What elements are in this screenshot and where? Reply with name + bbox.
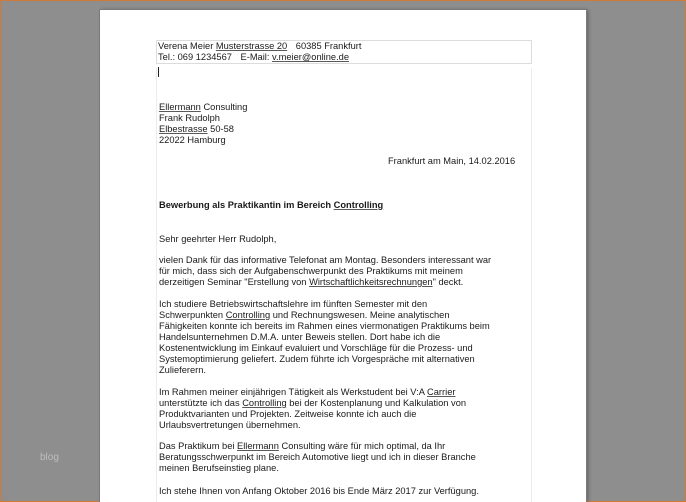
paragraph-line: Ich studiere Betriebswirtschaftslehre im fünften Semester mit den: [159, 299, 428, 309]
document-page[interactable]: [100, 10, 586, 502]
text-span: bei der Kostenplanung und Kalkulation von: [289, 398, 467, 408]
sender-city: 60385 Frankfurt: [295, 41, 362, 51]
closing-line: Ich stehe Ihnen von Anfang Oktober 2016 bis Ende März 2017 zur Verfügung.: [159, 486, 479, 496]
text-span-underlined: Controlling: [225, 310, 271, 320]
letter-date: Frankfurt am Main, 14.02.2016: [388, 156, 516, 166]
text-span-underlined: Controlling: [242, 398, 287, 408]
recipient-person: Frank Rudolph: [159, 113, 220, 123]
paragraph-line: meinen Berufseinstieg plane.: [159, 463, 279, 473]
subject-field: Controlling: [333, 200, 384, 210]
paragraph-line: vielen Dank für das informative Telefonat am Montag. Besonders interessant war: [159, 255, 492, 265]
recipient-company: [159, 102, 247, 113]
text-span: " deckt.: [432, 277, 464, 287]
subject-prefix: Bewerbung als Praktikantin im Bereich: [159, 200, 332, 210]
paragraph-line: Beratungsschwerpunkt im Bereich Automotive liegt und ich in dieser Branche: [159, 452, 476, 462]
watermark-text: blog: [40, 452, 59, 463]
paragraph-line: Handelsunternehmen D.M.A. unter Beweis stellen. Dort habe ich die: [159, 332, 441, 342]
salutation: Sehr geehrter Herr Rudolph,: [159, 234, 277, 244]
sender-street: Musterstrasse 20: [215, 41, 288, 51]
paragraph-line: Fähigkeiten konnte ich bereits im Rahmen eines viermonatigen Praktikums beim: [159, 321, 490, 331]
paragraph-line: Urlaubsvertretungen übernehmen.: [159, 420, 301, 430]
text-span: Im Rahmen meiner einjährigen Tätigkeit als Werkstudent bei V:A: [159, 387, 425, 397]
sender-email-label: E-Mail:: [240, 52, 270, 62]
recipient-company-suffix: Consulting: [203, 102, 248, 112]
sender-email-link[interactable]: v.meier@online.de: [272, 52, 350, 62]
text-span-underlined: Carrier: [427, 387, 456, 397]
sender-address-line: [158, 41, 361, 52]
text-span-underlined: Wirtschaftlichkeitsrechnungen: [309, 277, 433, 287]
text-span: Consulting wäre für mich optimal, da Ihr: [281, 441, 446, 451]
recipient-street-num: 50-58: [210, 124, 234, 134]
paragraph-line: Systemoptimierung geliefert. Zudem führte ich Vorgespräche mit alternativen: [159, 354, 475, 364]
recipient-street: [159, 124, 234, 135]
text-span: und Rechnungswesen. Meine analytischen: [272, 310, 450, 320]
text-cursor: [158, 67, 159, 77]
text-span: derzeitigen Seminar "Erstellung von: [159, 277, 307, 287]
text-span-underlined: Ellermann: [237, 441, 279, 451]
paragraph-line: [159, 387, 455, 398]
paragraph-line: Kostenentwicklung im Einkauf evaluiert und Vorschläge für die Prozess- und: [159, 343, 473, 353]
paragraph-line: für mich, dass sich der Aufgabenschwerpunkt des Praktikums mit meinem: [159, 266, 463, 276]
sender-phone: Tel.: 069 1234567: [158, 52, 232, 62]
recipient-company-name: Ellermann: [159, 102, 201, 112]
text-span: Das Praktikum bei: [159, 441, 235, 451]
sender-contact-line: [158, 52, 349, 63]
paragraph-line: [159, 398, 466, 409]
paragraph-line: Zulieferern.: [159, 365, 207, 375]
paragraph-line: [159, 441, 445, 452]
letter-subject: [159, 200, 383, 211]
paragraph-line: Produktvarianten und Projekten. Zeitweise konnte ich auch die: [159, 409, 417, 419]
paragraph-line: [159, 310, 450, 321]
recipient-street-name: Elbestrasse: [159, 124, 208, 134]
sender-name: Verena Meier: [158, 41, 214, 51]
paragraph-line: [159, 277, 463, 288]
recipient-city: 22022 Hamburg: [159, 135, 226, 145]
text-span: Schwerpunkten: [159, 310, 224, 320]
text-span: unterstützte ich das: [159, 398, 240, 408]
